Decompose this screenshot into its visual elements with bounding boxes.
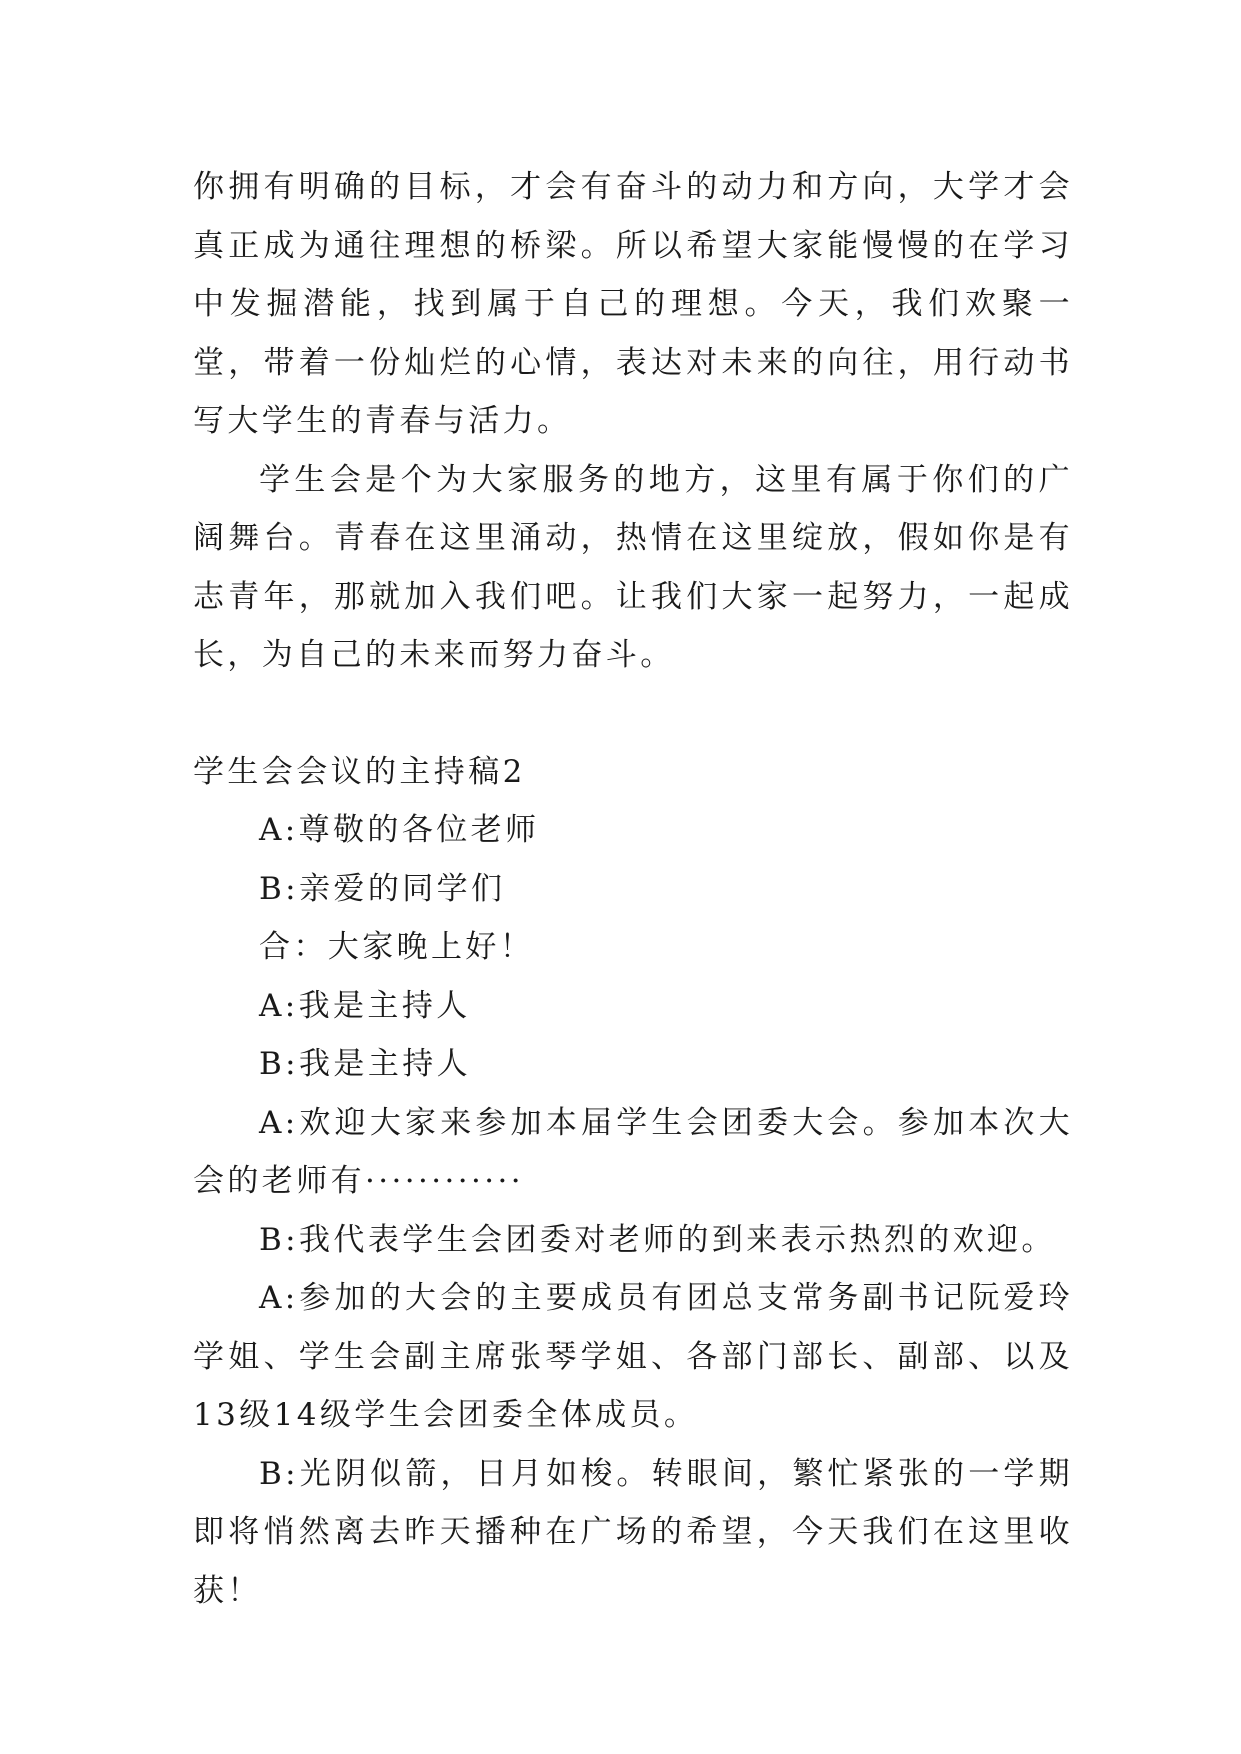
document-page [193,158,1073,1620]
body-paragraph: 学生会是个为大家服务的地方，这里有属于你们的广阔舞台。青春在这里涌动，热情在这里绽放，假如你是有志青年，那就加入我们吧。让我们大家一起努力，一起成长，为自己的未来而努力奋斗。 [193,461,1073,673]
script-line: B:亲爱的同学们 [259,870,506,907]
script-line: 合：大家晚上好！ [259,929,535,965]
body-paragraph: 你拥有明确的目标，才会有奋斗的动力和方向，大学才会真正成为通往理想的桥梁。所以希望大家能慢慢的在学习中发掘潜能，找到属于自己的理想。今天，我们欢聚一堂，带着一份灿烂的心情，表达对未来的向往，用行动书写大学生的青春与活力。 [193,169,1073,439]
script-line: A:我是主持人 [259,987,471,1024]
script-line: B:我是主持人 [259,1046,472,1082]
script-line: A:欢迎大家来参加本届学生会团委大会。参加本次大会的老师有············ [193,1104,1073,1199]
script-line: A:尊敬的各位老师 [259,812,540,848]
section-title: 学生会会议的主持稿2 [193,753,526,790]
script-line: A:参加的大会的主要成员有团总支常务副书记阮爱玲学姐、学生会副主席张琴学姐、各部门部长、副部、以及13级14级学生会团委全体成员。 [193,1280,1073,1433]
section-spacer [193,685,1073,743]
script-line: B:光阴似箭，日月如梭。转眼间，繁忙紧张的一学期即将悄然离去昨天播种在广场的希望，今天我们在这里收获！ [193,1455,1073,1609]
script-line: B:我代表学生会团委对老师的到来表示热烈的欢迎。 [259,1221,1056,1258]
